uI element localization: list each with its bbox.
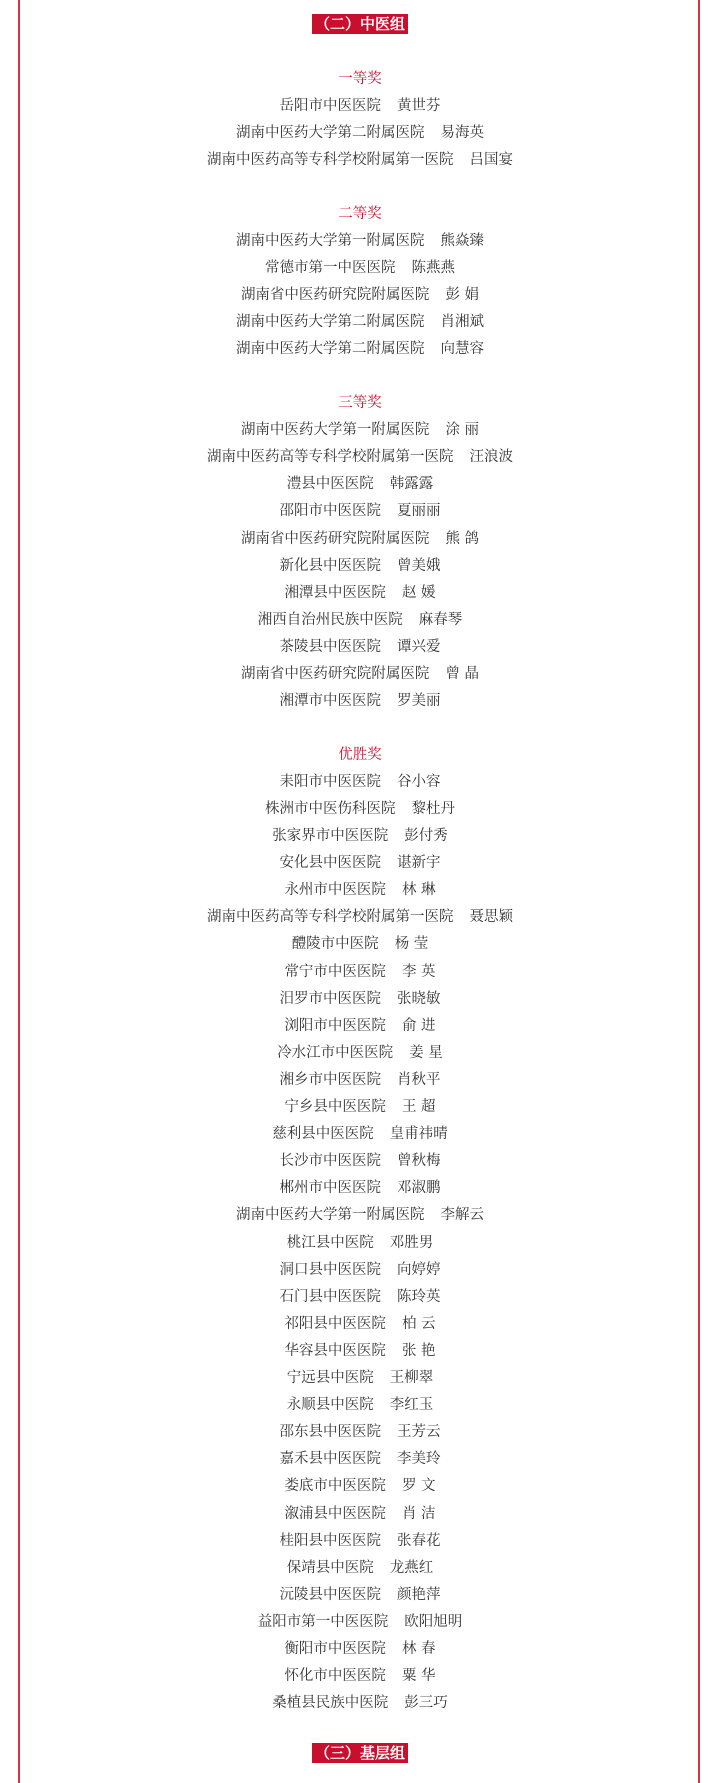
hospital-name: 株洲市中医伤科医院 — [265, 800, 396, 817]
award-entry — [0, 258, 720, 278]
hospital-name: 张家界市中医医院 — [272, 828, 389, 844]
hospital-name: 嘉禾县中医医院 — [279, 1451, 381, 1468]
hospital-name: 永顺县中医院 — [286, 1397, 374, 1414]
award-entry — [0, 339, 720, 359]
winner-name: 皇甫祎晴 — [389, 1126, 448, 1143]
award-entry — [0, 880, 720, 900]
hospital-name: 邵阳市中医医院 — [279, 503, 381, 520]
hospital-name: 宁远县中医院 — [286, 1370, 374, 1386]
award-entry — [0, 1260, 720, 1280]
hospital-name: 湖南中医药大学第二附属医院 — [236, 341, 425, 358]
winner-name: 熊焱臻 — [440, 233, 484, 249]
award-entry — [0, 691, 720, 711]
winner-name: 彭付秀 — [404, 828, 448, 844]
award-tier-title: 二等奖 — [338, 205, 382, 222]
award-entry — [0, 1504, 720, 1524]
hospital-name: 冷水江市中医医院 — [277, 1044, 394, 1061]
award-entry — [0, 799, 720, 819]
winner-name: 陈玲英 — [397, 1288, 441, 1305]
winner-name: 麻春琴 — [418, 611, 463, 628]
award-entry — [0, 962, 720, 982]
hospital-name: 湖南中医药大学第一附属医院 — [236, 233, 425, 249]
hospital-name: 新化县中医医院 — [279, 557, 381, 574]
hospital-name: 宁乡县中医医院 — [284, 1099, 386, 1115]
winner-name: 聂思颖 — [469, 909, 513, 926]
award-entry — [0, 1666, 720, 1686]
hospital-name: 常德市第一中医医院 — [265, 260, 396, 277]
hospital-name: 湘潭市中医医院 — [279, 693, 381, 710]
award-tier-title: 优胜奖 — [338, 746, 382, 763]
award-entry — [0, 1368, 720, 1388]
winner-name: 涂 丽 — [445, 422, 480, 439]
award-entry — [0, 1639, 720, 1659]
winner-name: 粟 华 — [401, 1668, 436, 1685]
winner-name: 欧阳旭明 — [404, 1613, 463, 1630]
hospital-name: 湖南省中医药研究院附属医院 — [240, 530, 430, 547]
award-entry — [0, 1531, 720, 1551]
hospital-name: 湘潭县中医医院 — [284, 584, 386, 601]
winner-name: 李解云 — [440, 1207, 484, 1224]
winner-name: 王柳翠 — [389, 1370, 434, 1386]
winner-name: 林 琳 — [401, 882, 436, 899]
winner-name: 汪浪波 — [469, 449, 513, 466]
award-entry — [0, 1016, 720, 1036]
award-entry — [0, 907, 720, 927]
hospital-name: 桃江县中医院 — [286, 1234, 374, 1251]
winner-name: 张春花 — [397, 1532, 441, 1549]
section-heading — [0, 1743, 720, 1763]
award-entry — [0, 474, 720, 494]
winner-name: 柏 云 — [401, 1315, 436, 1332]
winner-name: 夏丽丽 — [397, 503, 441, 520]
winner-name: 易海英 — [440, 125, 484, 142]
winner-name: 谭兴爱 — [397, 638, 441, 655]
award-entry — [0, 231, 720, 251]
hospital-name: 常宁市中医医院 — [284, 963, 386, 980]
section-heading — [0, 14, 720, 34]
hospital-name: 洞口县中医医院 — [279, 1261, 381, 1278]
winner-name: 俞 进 — [401, 1017, 436, 1034]
hospital-name: 湘西自治州民族中医院 — [257, 611, 403, 628]
hospital-name: 湖南中医药大学第二附属医院 — [236, 125, 425, 142]
hospital-name: 永州市中医医院 — [284, 882, 386, 899]
award-entry — [0, 556, 720, 576]
winner-name: 肖秋平 — [397, 1071, 441, 1088]
award-entry — [0, 934, 720, 954]
hospital-name: 衡阳市中医医院 — [284, 1641, 386, 1657]
hospital-name: 郴州市中医医院 — [279, 1180, 381, 1197]
hospital-name: 湖南中医药高等专科学校附属第一医院 — [207, 152, 454, 169]
hospital-name: 湘乡市中医医院 — [279, 1071, 381, 1088]
hospital-name: 长沙市中医医院 — [279, 1153, 381, 1170]
award-entry — [0, 1693, 720, 1713]
winner-name: 曾秋梅 — [397, 1153, 441, 1170]
hospital-name: 保靖县中医院 — [286, 1559, 374, 1576]
winner-name: 罗美丽 — [397, 693, 441, 710]
winner-name: 李美玲 — [397, 1451, 441, 1468]
award-entry — [0, 1070, 720, 1090]
winner-name: 邓胜男 — [389, 1234, 434, 1251]
winner-name: 赵 媛 — [401, 584, 436, 601]
award-entry — [0, 529, 720, 549]
hospital-name: 沅陵县中医医院 — [279, 1586, 381, 1603]
winner-name: 吕国宴 — [469, 152, 513, 169]
hospital-name: 安化县中医医院 — [279, 855, 381, 872]
hospital-name: 湖南中医药高等专科学校附属第一医院 — [207, 449, 454, 466]
winner-name: 彭 娟 — [445, 287, 480, 304]
winner-name: 陈燕燕 — [411, 260, 455, 277]
winner-name: 颜艳萍 — [397, 1586, 441, 1603]
winner-name: 黄世芬 — [397, 98, 441, 115]
hospital-name: 湖南中医药高等专科学校附属第一医院 — [207, 909, 454, 926]
winner-name: 谷小容 — [397, 773, 441, 790]
award-entry — [0, 1124, 720, 1144]
winner-name: 肖湘斌 — [440, 314, 484, 331]
award-entry — [0, 772, 720, 792]
winner-name: 王芳云 — [397, 1424, 441, 1441]
hospital-name: 溆浦县中医医院 — [284, 1505, 386, 1522]
winner-name: 张晓敏 — [397, 990, 441, 1007]
award-entry — [0, 285, 720, 305]
hospital-name: 湖南省中医药研究院附属医院 — [240, 666, 430, 682]
hospital-name: 湖南省中医药研究院附属医院 — [240, 287, 430, 304]
hospital-name: 浏阳市中医医院 — [284, 1017, 386, 1034]
award-entry — [0, 150, 720, 170]
award-entry — [0, 853, 720, 873]
award-entry — [0, 1585, 720, 1605]
award-entry — [0, 1449, 720, 1469]
award-entry — [0, 1314, 720, 1334]
award-entry — [0, 1341, 720, 1361]
winner-name: 张 艳 — [401, 1342, 436, 1359]
award-entry — [0, 1097, 720, 1117]
award-entry — [0, 583, 720, 603]
winner-name: 曾 晶 — [445, 666, 480, 682]
winner-name: 杨 莹 — [394, 936, 429, 953]
hospital-name: 华容县中医医院 — [284, 1342, 386, 1359]
winner-name: 谌新宇 — [397, 855, 441, 872]
hospital-name: 湖南中医药大学第一附属医院 — [236, 1207, 425, 1224]
winner-name: 曾美娥 — [397, 557, 441, 574]
award-entry — [0, 123, 720, 143]
winner-name: 林 春 — [401, 1641, 436, 1657]
hospital-name: 湖南中医药大学第二附属医院 — [236, 314, 425, 331]
winner-name: 李 英 — [401, 963, 436, 980]
winner-name: 韩露露 — [389, 476, 434, 493]
hospital-name: 湖南中医药大学第一附属医院 — [240, 422, 430, 439]
award-entry — [0, 1233, 720, 1253]
hospital-name: 祁阳县中医医院 — [284, 1315, 386, 1332]
award-entry — [0, 1422, 720, 1442]
award-entry — [0, 664, 720, 684]
hospital-name: 茶陵县中医医院 — [279, 638, 381, 655]
section-heading-label: （三）基层组 — [312, 1743, 408, 1763]
hospital-name: 澧县中医医院 — [286, 476, 374, 493]
hospital-name: 石门县中医医院 — [279, 1288, 381, 1305]
hospital-name: 醴陵市中医院 — [291, 936, 379, 953]
award-entry — [0, 312, 720, 332]
section-heading-label: （二）中医组 — [312, 14, 408, 34]
award-entry — [0, 447, 720, 467]
hospital-name: 益阳市第一中医医院 — [257, 1613, 389, 1630]
hospital-name: 怀化市中医医院 — [284, 1668, 386, 1685]
winner-name: 李红玉 — [389, 1397, 434, 1414]
award-entry — [0, 989, 720, 1009]
winner-name: 熊 鸽 — [445, 530, 480, 547]
winner-name: 姜 星 — [409, 1044, 443, 1061]
winner-name: 龙燕红 — [389, 1559, 434, 1576]
award-entry — [0, 610, 720, 630]
hospital-name: 耒阳市中医医院 — [279, 773, 381, 790]
award-entry — [0, 1178, 720, 1198]
hospital-name: 桂阳县中医医院 — [279, 1532, 381, 1549]
award-entry — [0, 1151, 720, 1171]
hospital-name: 邵东县中医医院 — [279, 1424, 381, 1441]
winner-name: 罗 文 — [401, 1478, 436, 1495]
winner-name: 向慧容 — [440, 341, 484, 358]
award-entry — [0, 1558, 720, 1578]
hospital-name: 桑植县民族中医院 — [272, 1695, 389, 1712]
award-entry — [0, 1395, 720, 1415]
winner-name: 彭三巧 — [404, 1695, 448, 1712]
winner-name: 肖 洁 — [401, 1505, 436, 1522]
award-tier-title: 三等奖 — [338, 395, 382, 411]
hospital-name: 娄底市中医医院 — [284, 1478, 386, 1495]
hospital-name: 岳阳市中医医院 — [279, 98, 381, 115]
award-tier-title: 一等奖 — [338, 71, 382, 87]
award-entry — [0, 501, 720, 521]
hospital-name: 慈利县中医医院 — [272, 1126, 374, 1143]
winner-name: 王 超 — [401, 1099, 436, 1115]
winner-name: 向婷婷 — [397, 1261, 441, 1278]
winner-name: 黎杜丹 — [411, 800, 455, 817]
winner-name: 邓淑鹏 — [397, 1180, 441, 1197]
award-entry — [0, 96, 720, 116]
award-entry — [0, 1287, 720, 1307]
award-entry — [0, 1043, 720, 1063]
award-entry — [0, 637, 720, 657]
award-entry — [0, 826, 720, 846]
award-entry — [0, 1476, 720, 1496]
hospital-name: 汨罗市中医医院 — [279, 990, 381, 1007]
award-entry — [0, 1205, 720, 1225]
award-entry — [0, 1612, 720, 1632]
award-entry — [0, 420, 720, 440]
